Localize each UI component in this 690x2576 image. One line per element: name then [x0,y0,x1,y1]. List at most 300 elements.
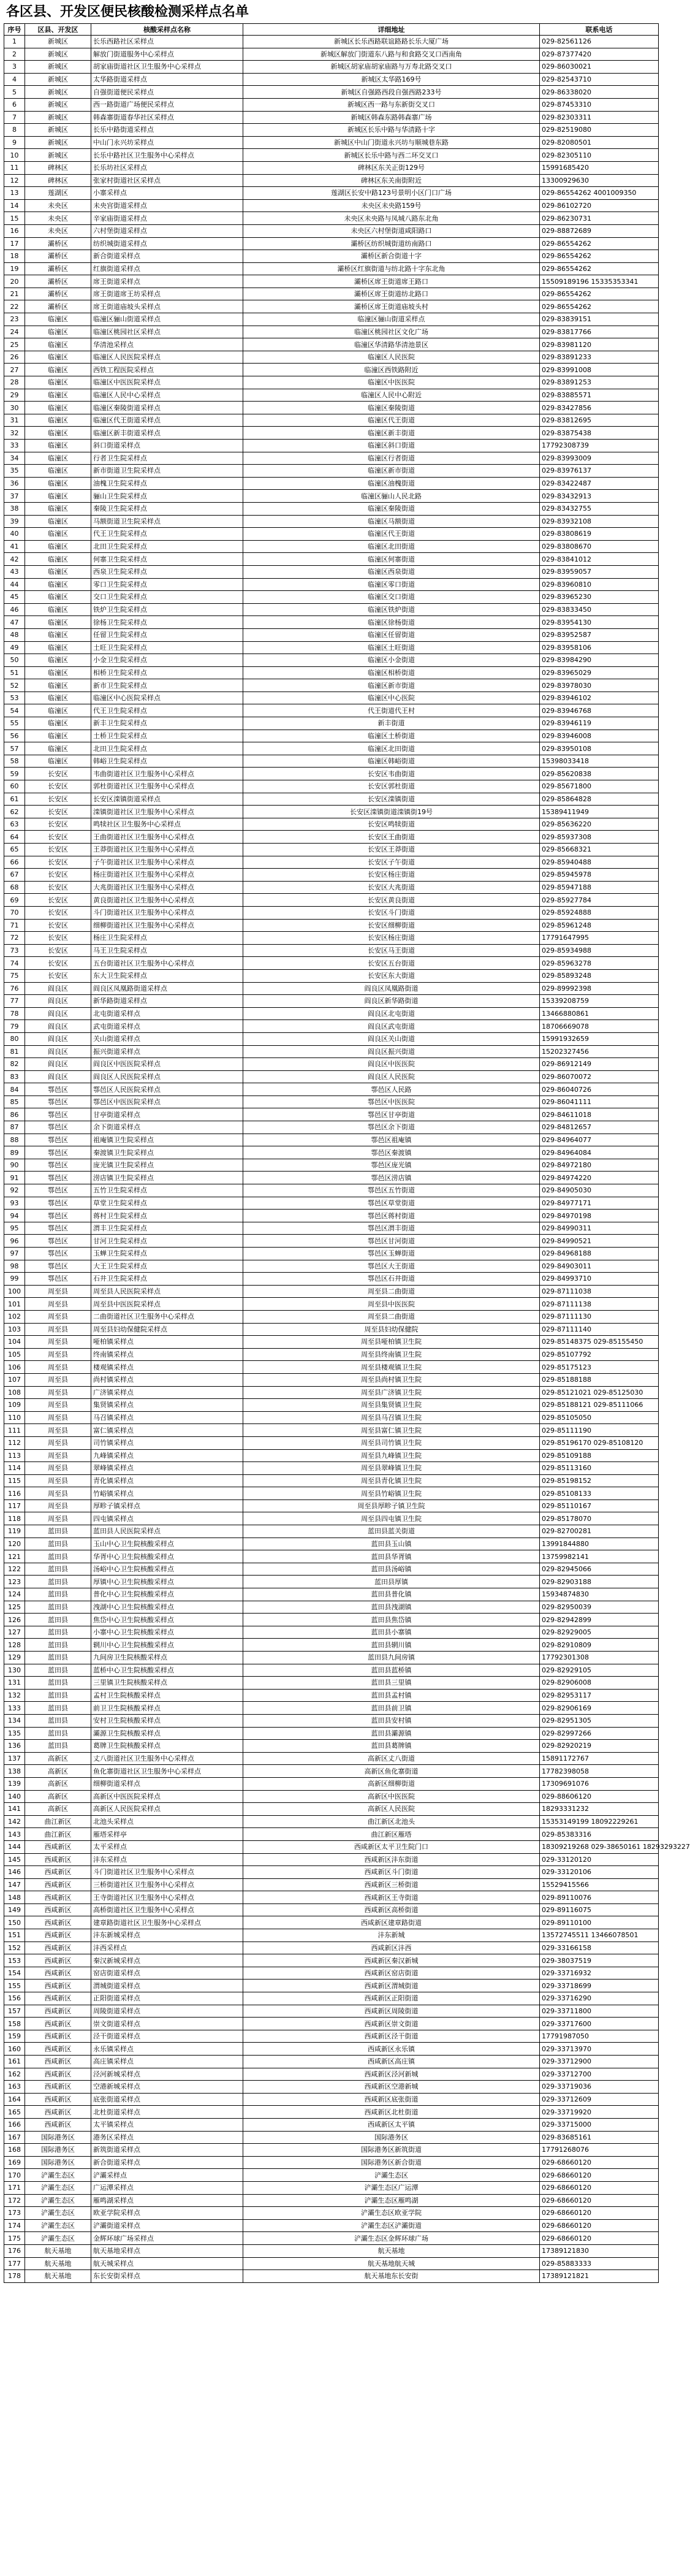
table-row [4,1020,659,1033]
row-address: 周至县四屯镇卫生院 [243,1512,540,1525]
row-index: 130 [4,1664,25,1677]
row-site-name: 新丰卫生院采样点 [91,717,243,730]
row-address: 西咸新区沣东街道 [243,1853,540,1866]
table-row [4,452,659,465]
table-row [4,666,659,679]
row-address: 蓝田县华胥镇 [243,1550,540,1563]
row-district: 临潼区 [25,616,91,629]
row-index: 111 [4,1424,25,1437]
row-address: 周至县马召镇卫生院 [243,1411,540,1424]
row-phone: 029-89992398 [540,982,659,995]
table-row [4,1134,659,1146]
row-index: 80 [4,1032,25,1045]
row-site-name: 小金卫生院采样点 [91,654,243,667]
row-site-name: 底张街道采样点 [91,2093,243,2106]
row-address: 高新区鱼化寨街道 [243,1765,540,1778]
row-address: 浐灞生态区广运潭 [243,2181,540,2194]
row-district: 蓝田县 [25,1538,91,1550]
row-index: 82 [4,1058,25,1071]
row-index: 145 [4,1853,25,1866]
row-site-name: 渭丰卫生院采样点 [91,1222,243,1235]
table-row [4,1626,659,1639]
row-address: 长安区滦镇街道 [243,793,540,806]
row-address: 西咸新区沣西 [243,1942,540,1954]
row-site-name: 骊山卫生院采样点 [91,490,243,503]
row-site-name: 甘亭街道采样点 [91,1108,243,1121]
row-phone: 13572745511 13466078501 [540,1929,659,1942]
row-site-name: 航天城采样点 [91,2257,243,2270]
row-site-name: 任留卫生院采样点 [91,628,243,641]
row-phone: 029-88606120 [540,1790,659,1803]
row-phone: 029-83965029 [540,666,659,679]
table-body [4,36,690,2283]
row-address: 阎良区新华路街道 [243,995,540,1008]
row-district: 蓝田县 [25,1740,91,1753]
row-phone: 029-86041111 [540,1096,659,1108]
row-address: 临潼区人民中心附近 [243,389,540,402]
row-district: 新城区 [25,124,91,137]
row-phone: 029-68660120 [540,2232,659,2245]
row-index: 14 [4,199,25,212]
row-phone: 029-85940488 [540,856,659,869]
row-address: 长安区王曲街道 [243,831,540,844]
row-phone: 029-84972180 [540,1159,659,1172]
row-district: 临潼区 [25,717,91,730]
table-row [4,528,659,541]
table-row [4,402,659,414]
row-district: 鄠邑区 [25,1146,91,1159]
row-phone: 029-85175123 [540,1361,659,1374]
row-site-name: 北田卫生院采样点 [91,540,243,553]
table-row [4,2043,659,2056]
row-address: 临潼区斜口街道 [243,440,540,452]
row-district: 阎良区 [25,1070,91,1083]
row-address: 鄠邑区涝店镇 [243,1172,540,1184]
row-district: 周至县 [25,1348,91,1361]
table-row [4,1980,659,1992]
row-address: 蓝田县三里镇 [243,1677,540,1690]
row-site-name: 纺织城街道采样点 [91,237,243,250]
row-phone: 029-86230731 [540,212,659,225]
row-index: 47 [4,616,25,629]
row-site-name: 长乐西路社区采样点 [91,36,243,48]
row-site-name: 港务区采样点 [91,2131,243,2144]
row-index: 167 [4,2131,25,2144]
row-site-name: 郭杜街道社区卫生服务中心采样点 [91,780,243,793]
row-phone: 029-86554262 [540,237,659,250]
table-row [4,1525,659,1538]
row-index: 149 [4,1903,25,1916]
row-address: 鄠邑区大王街道 [243,1260,540,1273]
row-district: 新城区 [25,61,91,74]
row-address: 浐灞生态区 [243,2169,540,2182]
row-index: 104 [4,1336,25,1349]
row-address: 阎良区关山街道 [243,1032,540,1045]
row-phone: 029-85924888 [540,906,659,919]
table-row [4,1235,659,1248]
row-address: 西咸新区建章路街道 [243,1916,540,1929]
row-index: 97 [4,1248,25,1260]
row-district: 临潼区 [25,553,91,566]
row-site-name: 周至县妇幼保健院采样点 [91,1323,243,1336]
row-district: 临潼区 [25,755,91,768]
table-row [4,174,659,187]
row-phone: 029-33718699 [540,1980,659,1992]
row-district: 临潼区 [25,440,91,452]
table-row [4,2068,659,2081]
row-address: 蓝田县玉山镇 [243,1538,540,1550]
row-site-name: 小寨中心卫生院核酸采样点 [91,1626,243,1639]
row-district: 蓝田县 [25,1525,91,1538]
row-district: 新城区 [25,111,91,124]
row-phone: 029-68660120 [540,2219,659,2232]
row-district: 蓝田县 [25,1614,91,1626]
table-row [4,1702,659,1715]
row-address: 鄠邑区秦渡镇 [243,1146,540,1159]
table-row [4,161,659,174]
row-district: 灞桥区 [25,288,91,300]
table-row [4,932,659,945]
table-row [4,969,659,982]
row-phone: 029-33716290 [540,1992,659,2005]
row-index: 43 [4,565,25,578]
table-row [4,288,659,300]
row-index: 61 [4,793,25,806]
row-address: 灞桥区新合街道十字 [243,250,540,263]
table-row [4,1336,659,1349]
row-address: 新城区长乐西路联谊路路长乐大厦广场 [243,36,540,48]
row-site-name: 马召镇采样点 [91,1411,243,1424]
row-phone: 029-85963278 [540,957,659,970]
row-district: 临潼区 [25,565,91,578]
row-district: 蓝田县 [25,1714,91,1727]
row-index: 178 [4,2270,25,2283]
table-row [4,490,659,503]
row-index: 56 [4,730,25,742]
table-row [4,515,659,528]
row-phone: 029-86554262 [540,288,659,300]
page-title: 各区县、开发区便民核酸检测采样点名单 [6,4,249,20]
row-index: 161 [4,2056,25,2068]
row-address: 周至县哑柏镇卫生院 [243,1336,540,1349]
table-row [4,906,659,919]
table-row [4,149,659,162]
row-phone: 029-82906169 [540,1702,659,1715]
row-index: 175 [4,2232,25,2245]
row-index: 133 [4,1702,25,1715]
row-district: 周至县 [25,1298,91,1311]
row-site-name: 代王卫生院采样点 [91,704,243,717]
row-site-name: 华胥中心卫生院核酸采样点 [91,1550,243,1563]
row-site-name: 徐杨卫生院采样点 [91,616,243,629]
row-site-name: 东大卫生院采样点 [91,969,243,982]
row-address: 鄠邑区余下街道 [243,1121,540,1134]
table-row [4,1210,659,1222]
table-row [4,692,659,704]
table-row [4,1614,659,1626]
row-district: 长安区 [25,869,91,882]
row-phone: 029-88872689 [540,224,659,237]
row-address: 周至县竹峪镇卫生院 [243,1487,540,1500]
row-index: 127 [4,1626,25,1639]
row-phone: 029-87111138 [540,1298,659,1311]
row-address: 西咸新区渭城街道 [243,1980,540,1992]
row-address: 周至县翠峰镇卫生院 [243,1462,540,1475]
row-site-name: 太华路街道采样点 [91,73,243,86]
table-row [4,1714,659,1727]
row-index: 108 [4,1386,25,1399]
row-district: 长安区 [25,881,91,894]
table-row [4,1588,659,1601]
row-address: 蓝田县蓝关街道 [243,1525,540,1538]
row-phone: 029-68660120 [540,2156,659,2169]
table-row [4,1462,659,1475]
row-district: 临潼区 [25,414,91,427]
row-index: 132 [4,1689,25,1702]
row-index: 35 [4,465,25,478]
row-phone: 029-84977171 [540,1197,659,1210]
row-site-name: 尚村镇采样点 [91,1373,243,1386]
row-site-name: 临潼区中医医院采样点 [91,376,243,389]
row-index: 155 [4,1980,25,1992]
table-row [4,1373,659,1386]
row-index: 33 [4,440,25,452]
row-phone: 029-85148375 029-85155450 [540,1336,659,1349]
row-district: 西咸新区 [25,2043,91,2056]
row-district: 长安区 [25,919,91,932]
row-address: 周至县司竹镇卫生院 [243,1436,540,1449]
row-address: 临潼区北田街道 [243,540,540,553]
row-address: 长安区东大街道 [243,969,540,982]
row-index: 160 [4,2043,25,2056]
table-row [4,48,659,61]
row-address: 临潼区中心医院 [243,692,540,704]
row-address: 曲江新区北池头 [243,1815,540,1828]
row-site-name: 集贤镇采样点 [91,1399,243,1412]
row-address: 鄠邑区人民路 [243,1083,540,1096]
row-site-name: 北田卫生院采样点 [91,742,243,755]
row-phone: 029-85196170 029-85108120 [540,1436,659,1449]
row-phone: 029-85937308 [540,831,659,844]
row-index: 159 [4,2030,25,2043]
table-row [4,1639,659,1652]
table-row [4,1992,659,2005]
row-phone: 13466880861 [540,1007,659,1020]
row-phone: 029-85934988 [540,944,659,957]
row-district: 鄠邑区 [25,1222,91,1235]
row-index: 19 [4,262,25,275]
table-row [4,2244,659,2257]
row-address: 浐灞生态区金辉环球广场 [243,2232,540,2245]
row-district: 蓝田县 [25,1639,91,1652]
row-district: 蓝田县 [25,1689,91,1702]
row-district: 蓝田县 [25,1550,91,1563]
row-address: 临潼区何寨街道 [243,553,540,566]
row-index: 41 [4,540,25,553]
row-phone: 029-84968188 [540,1248,659,1260]
row-site-name: 玉山中心卫生院核酸采样点 [91,1538,243,1550]
row-district: 临潼区 [25,502,91,515]
row-index: 114 [4,1462,25,1475]
header-district: 区县、开发区 [25,24,91,36]
row-site-name: 临潼区新丰街道采样点 [91,427,243,440]
row-district: 西咸新区 [25,2118,91,2131]
row-index: 164 [4,2093,25,2106]
table-row [4,2018,659,2030]
row-index: 30 [4,402,25,414]
row-site-name: 大兆街道社区卫生服务中心采样点 [91,881,243,894]
row-site-name: 零口卫生院采样点 [91,578,243,591]
row-index: 91 [4,1172,25,1184]
row-district: 临潼区 [25,490,91,503]
table-row [4,1285,659,1298]
table-row [4,477,659,490]
row-phone: 029-82303311 [540,111,659,124]
table-row [4,704,659,717]
row-site-name: 席王街道庙坡头采样点 [91,300,243,313]
row-address: 鄠邑区蒋村街道 [243,1210,540,1222]
table-row [4,224,659,237]
row-phone: 029-83960810 [540,578,659,591]
row-address: 临潼区相桥街道 [243,666,540,679]
row-phone: 029-82903188 [540,1576,659,1588]
row-address: 国际港务区新合街道 [243,2156,540,2169]
row-index: 154 [4,1967,25,1980]
table-row [4,2257,659,2270]
row-district: 鄠邑区 [25,1260,91,1273]
row-district: 阎良区 [25,995,91,1008]
row-phone: 17791987050 [540,2030,659,2043]
row-address: 长安区杨庄街道 [243,932,540,945]
row-site-name: 高庄镇采样点 [91,2056,243,2068]
table-row [4,1184,659,1197]
row-site-name: 高新区中医医院采样点 [91,1790,243,1803]
row-index: 55 [4,717,25,730]
row-site-name: 周至县中医医院采样点 [91,1298,243,1311]
table-row [4,2118,659,2131]
row-address: 碑林区东关正街129号 [243,161,540,174]
row-address: 长安区黄良街道 [243,894,540,907]
row-district: 周至县 [25,1285,91,1298]
row-district: 碑林区 [25,161,91,174]
row-index: 116 [4,1487,25,1500]
row-index: 1 [4,36,25,48]
row-district: 长安区 [25,944,91,957]
row-district: 西咸新区 [25,1878,91,1891]
row-site-name: 黄良街道社区卫生服务中心采样点 [91,894,243,907]
row-phone: 17791647995 [540,932,659,945]
table-row [4,1929,659,1942]
row-address: 航天基地东长安街 [243,2270,540,2283]
row-site-name: 华清池采样点 [91,338,243,351]
row-phone: 029-82700281 [540,1525,659,1538]
row-phone: 029-85110167 [540,1499,659,1512]
row-site-name: 滦镇街道社区卫生服务中心采样点 [91,806,243,818]
row-index: 89 [4,1146,25,1159]
row-address: 周至县尚村镇卫生院 [243,1373,540,1386]
row-phone: 029-68660120 [540,2181,659,2194]
row-index: 86 [4,1108,25,1121]
row-site-name: 土桥卫生院采样点 [91,730,243,742]
row-address: 西咸新区崇文街道 [243,2018,540,2030]
row-district: 鄠邑区 [25,1083,91,1096]
row-district: 周至县 [25,1436,91,1449]
row-district: 长安区 [25,844,91,856]
row-index: 96 [4,1235,25,1248]
row-site-name: 长乐中路社区卫生服务中心采样点 [91,149,243,162]
table-row [4,2093,659,2106]
row-site-name: 长乐坊社区采样点 [91,161,243,174]
row-index: 17 [4,237,25,250]
row-district: 临潼区 [25,742,91,755]
row-index: 163 [4,2081,25,2094]
row-index: 16 [4,224,25,237]
row-index: 95 [4,1222,25,1235]
row-index: 119 [4,1525,25,1538]
row-index: 106 [4,1361,25,1374]
row-address: 阎良区人民医院 [243,1070,540,1083]
row-index: 131 [4,1677,25,1690]
row-phone: 029-85927784 [540,894,659,907]
table-row [4,1424,659,1437]
row-district: 新城区 [25,36,91,48]
row-district: 临潼区 [25,603,91,616]
row-site-name: 新筑街道采样点 [91,2144,243,2157]
table-row [4,919,659,932]
table-row [4,300,659,313]
row-site-name: 临潼区骊山街道采样点 [91,313,243,326]
row-index: 46 [4,603,25,616]
row-district: 临潼区 [25,389,91,402]
row-site-name: 张家村街道社区采样点 [91,174,243,187]
row-district: 西咸新区 [25,1840,91,1853]
row-index: 18 [4,250,25,263]
row-index: 85 [4,1096,25,1108]
table-row [4,1563,659,1576]
row-site-name: 汤峪中心卫生院核酸采样点 [91,1563,243,1576]
table-row [4,831,659,844]
table-row [4,2056,659,2068]
row-index: 27 [4,364,25,376]
row-phone: 029-85188188 [540,1373,659,1386]
row-index: 63 [4,818,25,831]
row-phone: 029-83932108 [540,515,659,528]
row-district: 临潼区 [25,427,91,440]
row-site-name: 新市街道卫生院采样点 [91,465,243,478]
row-index: 168 [4,2144,25,2157]
row-address: 新城区韩森东路韩森寨广场 [243,111,540,124]
row-phone: 029-85883333 [540,2257,659,2270]
row-district: 长安区 [25,831,91,844]
table-row [4,894,659,907]
table-row [4,364,659,376]
row-district: 周至县 [25,1462,91,1475]
row-address: 临潼区铁炉街道 [243,603,540,616]
row-phone: 029-33715000 [540,2118,659,2131]
row-district: 西咸新区 [25,2106,91,2119]
row-phone: 029-86070072 [540,1070,659,1083]
row-address: 周至县妇幼保健院 [243,1323,540,1336]
row-site-name: 欧亚学院采样点 [91,2207,243,2220]
row-address: 鄠邑区渭丰街道 [243,1222,540,1235]
table-row [4,616,659,629]
row-address: 临潼区零口街道 [243,578,540,591]
row-site-name: 金辉环球广场采样点 [91,2232,243,2245]
table-row [4,717,659,730]
row-district: 西咸新区 [25,2005,91,2018]
row-index: 32 [4,427,25,440]
row-index: 69 [4,894,25,907]
